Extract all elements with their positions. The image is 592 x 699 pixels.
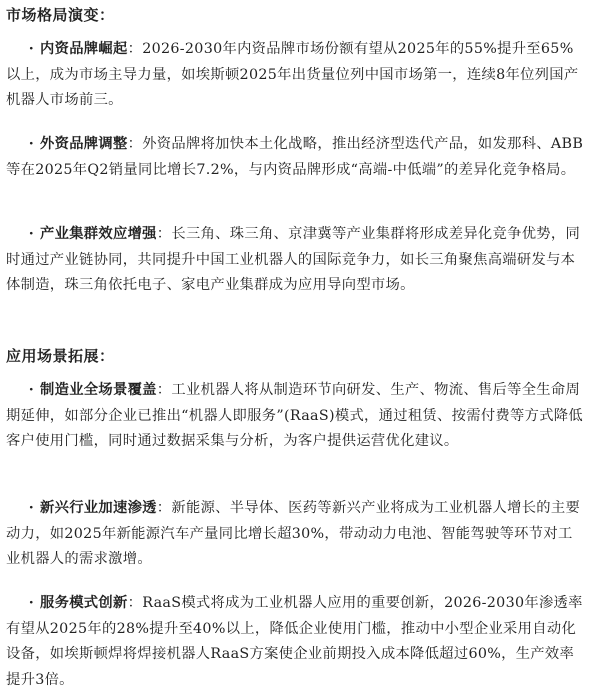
item-body: ：长三角、珠三角、京津冀等产业集群将形成差异化竞争优势，同时通过产业链协同，共同提升中国工业机器人的国际竞争力，如长三角聚焦高端研发与本体制造，珠三角依托电子、家电产业集群成为应用导向型市场。 [6, 226, 581, 293]
bullet-dot: · [28, 382, 34, 398]
list-item-domestic-brands [6, 37, 586, 114]
item-lead: 产业集群效应增强 [40, 226, 157, 242]
bullet-dot: · [28, 500, 34, 516]
item-body: ：RaaS模式将成为工业机器人应用的重要创新，2026-2030年渗透率有望从2025年的28%提升至40%以上，降低企业使用门槛，推动中小型企业采用自动化设备，如埃斯顿焊将焊接机器人RaaS方案使企业前期投入成本降低超过60%，生产效率提升3倍。 [6, 595, 583, 688]
item-lead: 内资品牌崛起 [40, 41, 128, 57]
bullet-dot: · [28, 595, 34, 611]
list-item-emerging-industries [6, 496, 586, 573]
section-heading-applications: 应用场景拓展： [6, 347, 115, 365]
list-item-service-model [6, 591, 586, 693]
bullet-dot: · [28, 136, 34, 152]
item-body: ：新能源、半导体、医药等新兴产业将成为工业机器人增长的主要动力，如2025年新能源汽车产量同比增长超30%，带动动力电池、智能驾驶等环节对工业机器人的需求激增。 [6, 500, 581, 567]
item-lead: 新兴行业加速渗透 [40, 500, 157, 516]
item-body: ：工业机器人将从制造环节向研发、生产、物流、售后等全生命周期延伸，如部分企业已推出“机器人即服务”(RaaS)模式，通过租赁、按需付费等方式降低客户使用门槛，同时通过数据采集与分析，为客户提供运营优化建议。 [6, 382, 583, 449]
bullet-dot: · [28, 41, 34, 57]
list-item-manufacturing [6, 378, 586, 455]
bullet-dot: · [28, 226, 34, 242]
list-item-industry-cluster [6, 222, 586, 299]
section-heading-market: 市场格局演变： [6, 6, 115, 24]
item-lead: 制造业全场景覆盖 [40, 382, 157, 398]
item-body: ：2026-2030年内资品牌市场份额有望从2025年的55%提升至65%以上，成为市场主导力量，如埃斯顿2025年出货量位列中国市场第一，连续8年位列国产机器人市场前三。 [6, 41, 579, 108]
list-item-foreign-brands [6, 132, 586, 183]
item-lead: 外资品牌调整 [40, 136, 128, 152]
item-body: ：外资品牌将加快本土化战略，推出经济型迭代产品，如发那科、ABB等在2025年Q2销量同比增长7.2%，与内资品牌形成“高端-中低端”的差异化竞争格局。 [6, 136, 584, 178]
item-lead: 服务模式创新 [40, 595, 128, 611]
